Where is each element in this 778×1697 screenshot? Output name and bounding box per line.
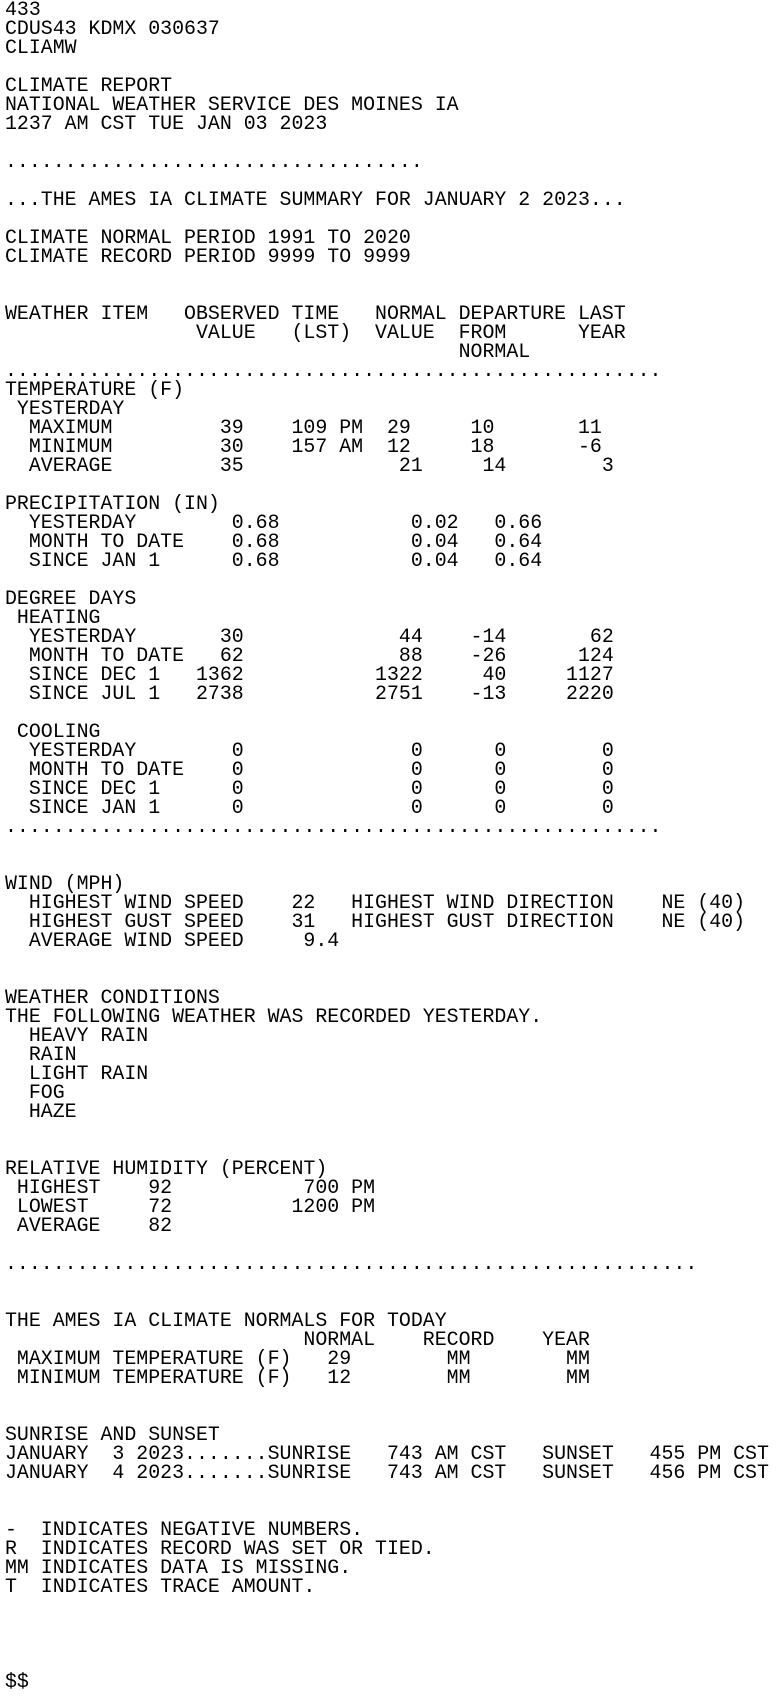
report-line: SUNRISE AND SUNSET xyxy=(5,1423,220,1446)
report-line: HAZE xyxy=(5,1100,77,1123)
report-line: VALUE (LST) VALUE FROM YEAR xyxy=(5,321,626,344)
report-line xyxy=(5,1273,778,1292)
report-line: CLIMATE RECORD PERIOD 9999 TO 9999 xyxy=(5,245,411,268)
report-line: HEATING xyxy=(5,606,101,629)
report-line: HIGHEST WIND SPEED 22 HIGHEST WIND DIRECTION NE (40) xyxy=(5,891,746,914)
report-line: CLIAMW xyxy=(5,36,77,59)
report-line xyxy=(5,266,778,285)
report-line: CLIMATE REPORT xyxy=(5,74,173,97)
report-line: NORMAL RECORD YEAR xyxy=(5,1328,590,1351)
report-line: FOG xyxy=(5,1081,65,1104)
report-line xyxy=(5,1387,778,1406)
report-line xyxy=(5,1653,778,1672)
report-line: RAIN xyxy=(5,1043,77,1066)
report-line: MAXIMUM 39 109 PM 29 10 11 xyxy=(5,416,602,439)
report-line: JANUARY 4 2023.......SUNRISE 743 AM CST SUNSET 456 PM CST xyxy=(5,1461,769,1484)
report-line: TEMPERATURE (F) xyxy=(5,378,185,401)
report-line: LIGHT RAIN xyxy=(5,1062,149,1085)
report-line: MM INDICATES DATA IS MISSING. xyxy=(5,1556,352,1579)
report-line: WEATHER ITEM OBSERVED TIME NORMAL DEPARTURE LAST xyxy=(5,302,626,325)
report-line: ...THE AMES IA CLIMATE SUMMARY FOR JANUARY 2 2023... xyxy=(5,188,626,211)
report-line: CLIMATE NORMAL PERIOD 1991 TO 2020 xyxy=(5,226,411,249)
report-line: PRECIPITATION (IN) xyxy=(5,492,220,515)
report-line xyxy=(5,950,778,969)
report-line: MONTH TO DATE 0 0 0 0 xyxy=(5,758,614,781)
report-line: ....................................................... xyxy=(5,815,662,838)
report-line: 1237 AM CST TUE JAN 03 2023 xyxy=(5,112,328,135)
report-line: T INDICATES TRACE AMOUNT. xyxy=(5,1575,316,1598)
report-line: MAXIMUM TEMPERATURE (F) 29 MM MM xyxy=(5,1347,590,1370)
report-line xyxy=(5,703,778,722)
report-line xyxy=(5,836,778,855)
report-line: AVERAGE WIND SPEED 9.4 xyxy=(5,929,340,952)
report-line: MONTH TO DATE 0.68 0.04 0.64 xyxy=(5,530,543,553)
report-line: YESTERDAY 0 0 0 0 xyxy=(5,739,614,762)
report-line: AVERAGE 35 21 14 3 xyxy=(5,454,614,477)
report-line: THE FOLLOWING WEATHER WAS RECORDED YESTERDAY. xyxy=(5,1005,543,1028)
report-line xyxy=(5,1615,778,1634)
report-line: HEAVY RAIN xyxy=(5,1024,149,1047)
report-line xyxy=(5,1596,778,1615)
report-line: HIGHEST 92 700 PM xyxy=(5,1176,376,1199)
report-line: ....................................................... xyxy=(5,359,662,382)
report-line: YESTERDAY 0.68 0.02 0.66 xyxy=(5,511,543,534)
report-line: AVERAGE 82 xyxy=(5,1214,173,1237)
report-line: LOWEST 72 1200 PM xyxy=(5,1195,376,1218)
report-line: ................................... xyxy=(5,150,423,173)
report-line: SINCE JUL 1 2738 2751 -13 2220 xyxy=(5,682,614,705)
report-line: .......................................................... xyxy=(5,1252,698,1275)
report-line: DEGREE DAYS xyxy=(5,587,137,610)
report-line: - INDICATES NEGATIVE NUMBERS. xyxy=(5,1518,364,1541)
report-line: WIND (MPH) xyxy=(5,872,125,895)
report-line: NATIONAL WEATHER SERVICE DES MOINES IA xyxy=(5,93,459,116)
report-line xyxy=(5,1482,778,1501)
report-line: WEATHER CONDITIONS xyxy=(5,986,220,1009)
report-line: RELATIVE HUMIDITY (PERCENT) xyxy=(5,1157,328,1180)
report-line: YESTERDAY xyxy=(5,397,125,420)
report-line: $$ xyxy=(5,1670,29,1693)
report-line: SINCE DEC 1 0 0 0 0 xyxy=(5,777,614,800)
report-line: CDUS43 KDMX 030637 xyxy=(5,17,220,40)
report-line: SINCE DEC 1 1362 1322 40 1127 xyxy=(5,663,614,686)
report-line: MINIMUM TEMPERATURE (F) 12 MM MM xyxy=(5,1366,590,1389)
report-line: MINIMUM 30 157 AM 12 18 -6 xyxy=(5,435,602,458)
report-line: COOLING xyxy=(5,720,101,743)
report-line: 433 xyxy=(5,0,41,21)
report-line: THE AMES IA CLIMATE NORMALS FOR TODAY xyxy=(5,1309,447,1332)
report-line xyxy=(5,1121,778,1140)
report-line: NORMAL xyxy=(5,340,531,363)
report-line: JANUARY 3 2023.......SUNRISE 743 AM CST SUNSET 455 PM CST xyxy=(5,1442,769,1465)
report-line: SINCE JAN 1 0 0 0 0 xyxy=(5,796,614,819)
report-line: R INDICATES RECORD WAS SET OR TIED. xyxy=(5,1537,435,1560)
report-line: YESTERDAY 30 44 -14 62 xyxy=(5,625,614,648)
report-line: SINCE JAN 1 0.68 0.04 0.64 xyxy=(5,549,543,572)
report-line xyxy=(5,1634,778,1653)
report-line: HIGHEST GUST SPEED 31 HIGHEST GUST DIRECTION NE (40) xyxy=(5,910,746,933)
report-line: MONTH TO DATE 62 88 -26 124 xyxy=(5,644,614,667)
